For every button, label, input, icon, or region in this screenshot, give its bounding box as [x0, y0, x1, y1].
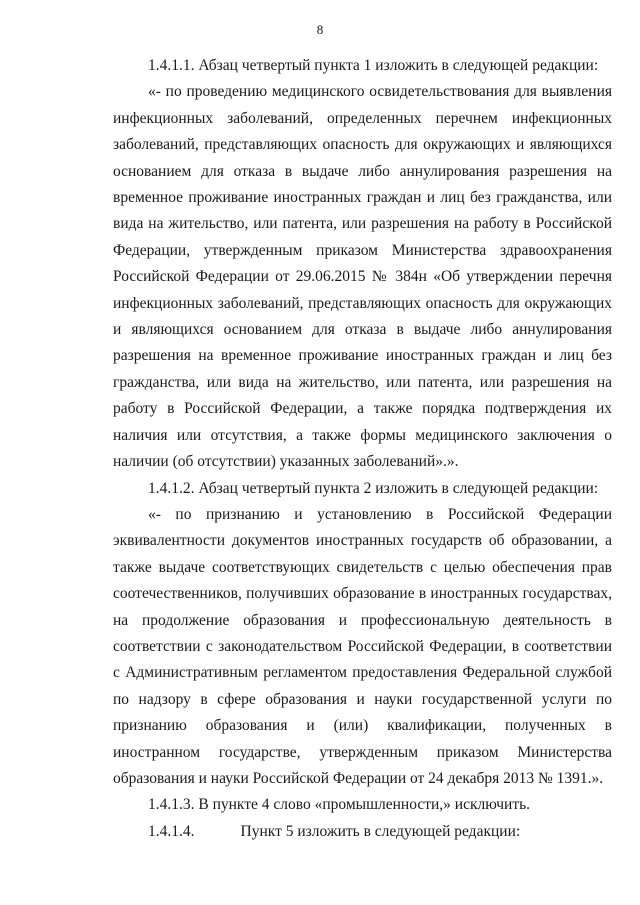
- page-number: 8: [316, 22, 324, 37]
- section-4-number: 1.4.1.4.: [148, 822, 195, 840]
- document-body: [113, 53, 612, 845]
- section-2-body: «- по признанию и установлению в Российской Федерации эквивалентности документов иностранных государств об образовании, а также выдаче соответствующих свидетельств с целью обеспечения прав соотечественников, получивших образование в иностранных государствах, на продолжение образования и профессиональную деятельность в соответствии с законодательством Российской Федерации, в соответствии с Административным регламентом предоставления Федеральной службой по надзору в сфере образования и науки государственной услуги по признанию образования и (или) квалификации, полученных в иностранном государстве, утвержденным приказом Министерства образования и науки Российской Федерации от 24 декабря 2013 № 1391.».: [113, 505, 612, 787]
- section-4-text: Пункт 5 изложить в следующей редакции:: [240, 822, 521, 840]
- section-3-heading: 1.4.1.3. В пункте 4 слово «промышленности,» исключить.: [148, 796, 531, 814]
- section-2-heading: 1.4.1.2. Абзац четвертый пункта 2 изложить в следующей редакции:: [148, 479, 599, 497]
- section-4-heading: [113, 819, 612, 845]
- section-1-body: «- по проведению медицинского освидетельствования для выявления инфекционных заболеваний, определенных перечнем инфекционных заболеваний, представляющих опасность для окружающих и являющихся основанием для отказа в выдаче либо аннулирования разрешения на временное проживание иностранных граждан и лиц без гражданства, или вида на жительство, или патента, или разрешения на работу в Российской Федерации, утвержденным приказом Министерства здравоохранения Российской Федерации от 29.06.2015 № 384н «Об утверждении перечня инфекционных заболеваний, представляющих опасность для окружающих и являющихся основанием для отказа в выдаче либо аннулирования разрешения на временное проживание иностранных граждан и лиц без гражданства, или вида на жительство, или патента, или разрешения на работу в Российской Федерации, а также порядка подтверждения их наличия или отсутствия, а также формы медицинского заключения о наличии (об отсутствии) указанных заболеваний».».: [113, 83, 612, 471]
- section-1-heading: 1.4.1.1. Абзац четвертый пункта 1 изложить в следующей редакции:: [148, 57, 599, 74]
